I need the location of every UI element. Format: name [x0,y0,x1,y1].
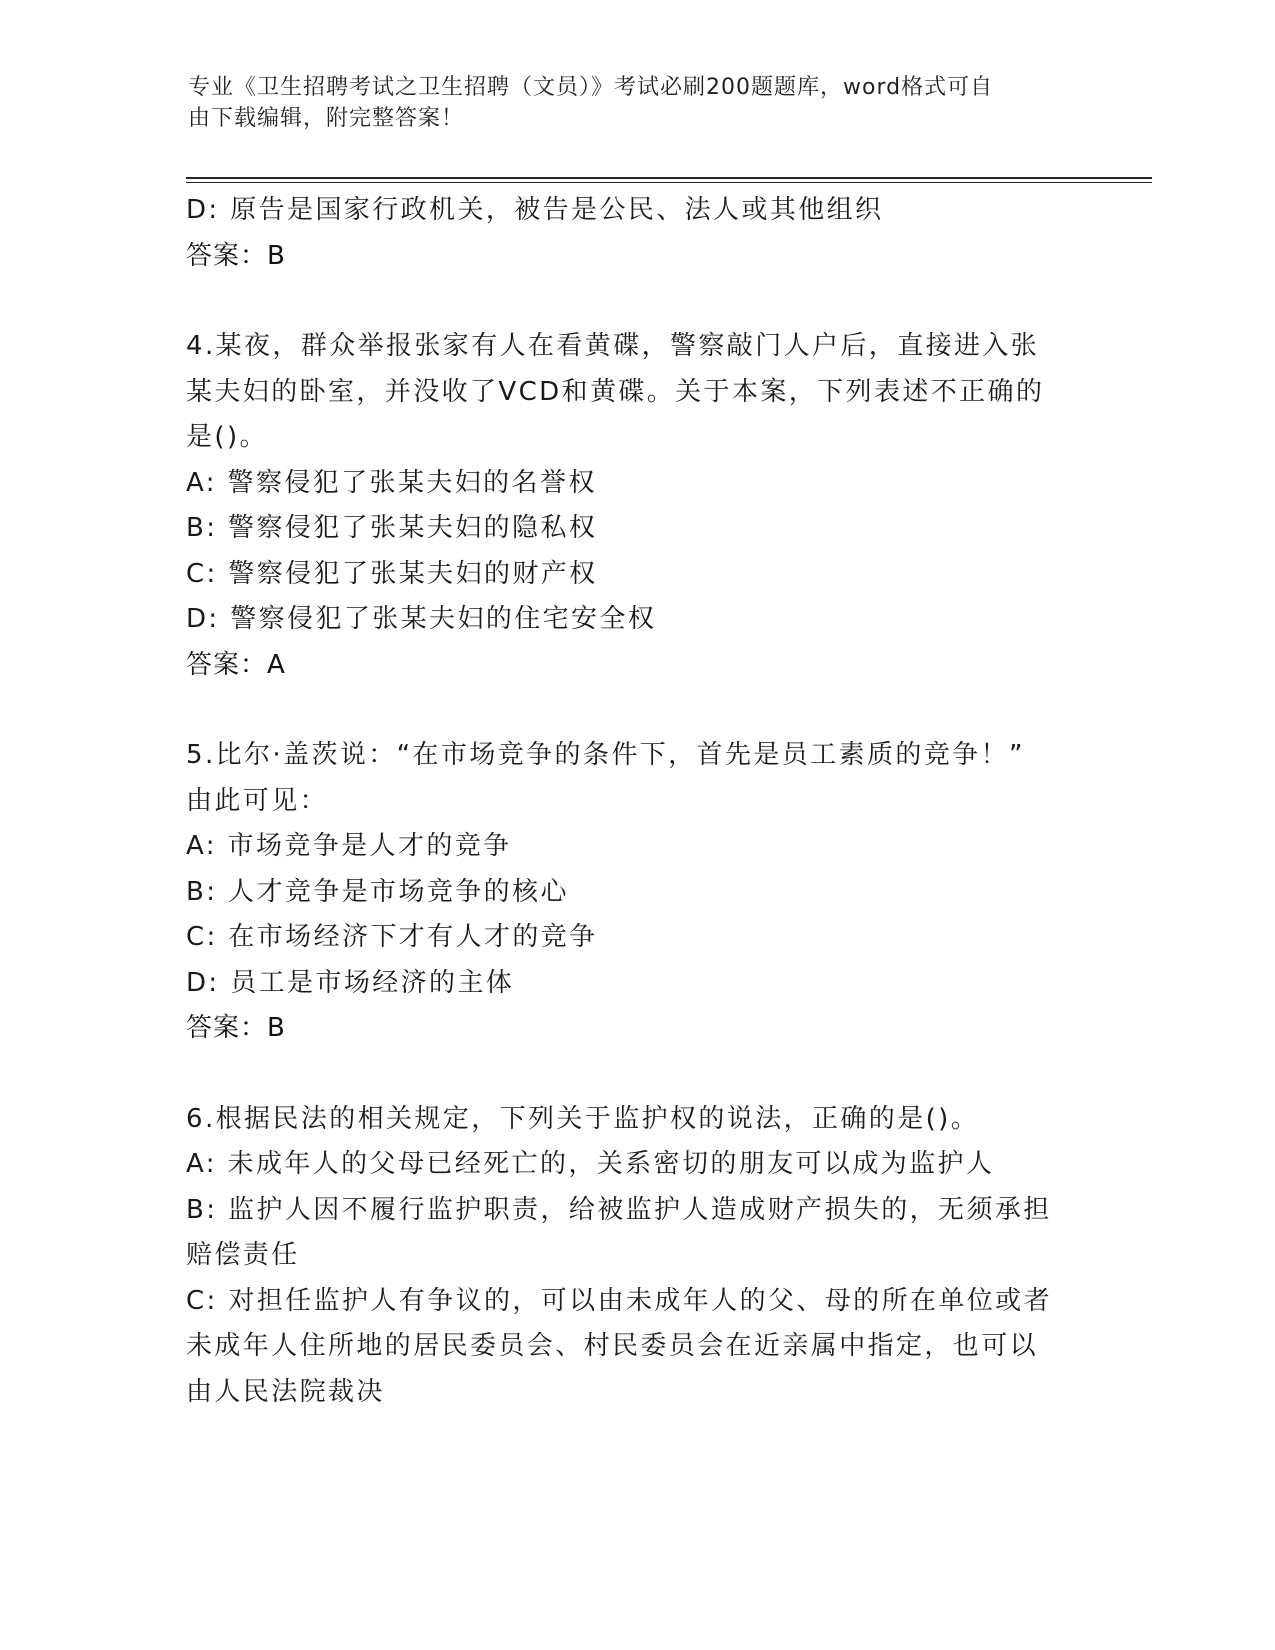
option-d: D: 员工是市场经济的主体 [186,967,515,998]
header-line-1: 专业《卫生招聘考试之卫生招聘（文员）》考试必刷200题题库，word格式可自 [188,75,994,100]
question-stem-line: 6.根据民法的相关规定，下列关于监护权的说法，正确的是()。 [186,1103,980,1134]
question-stem-line: 是()。 [186,422,268,452]
option-b: B: 警察侵犯了张某夫妇的隐私权 [186,513,598,543]
option-c: C: 警察侵犯了张某夫妇的财产权 [186,558,598,589]
option-c: C: 对担任监护人有争议的，可以由未成年人的父、母的所在单位或者 [186,1285,1052,1316]
option-b-continued: 赔偿责任 [186,1240,300,1270]
document-body [186,188,1086,1415]
header-line-2: 由下载编辑，附完整答案！ [188,106,465,131]
question-stem-line: 由此可见： [186,785,329,816]
option-b: B: 监护人因不履行监护职责，给被监护人造成财产损失的，无须承担 [186,1194,1052,1225]
option-d: D: 原告是国家行政机关，被告是公民、法人或其他组织 [186,195,884,225]
header-divider-thin [186,182,1152,183]
option-b: B: 人才竞争是市场竞争的核心 [186,876,569,907]
spacer [186,688,1086,733]
answer-line: 答案：B [186,1013,286,1043]
answer-line: 答案：B [186,240,286,271]
option-a: A: 未成年人的父母已经死亡的，关系密切的朋友可以成为监护人 [186,1149,995,1179]
option-c-continued: 未成年人住所地的居民委员会、村民委员会在近亲属中指定，也可以 [186,1331,1039,1361]
spacer [186,1052,1086,1097]
question-6 [186,1097,1086,1416]
option-c-continued: 由人民法院裁决 [186,1376,385,1407]
option-a: A: 警察侵犯了张某夫妇的名誉权 [186,467,597,498]
spacer [186,279,1086,324]
question-stem-line: 4.某夜，群众举报张家有人在看黄碟，警察敲门人户后，直接进入张 [186,331,1040,361]
option-a: A: 市场竞争是人才的竞争 [186,831,512,861]
question-stem-line: 5.比尔·盖茨说：“在市场竞争的条件下，首先是员工素质的竞争！” [186,740,1025,770]
question-4 [186,324,1086,688]
header-divider-thick [186,177,1152,179]
question-stem-line: 某夫妇的卧室，并没收了VCD和黄碟。关于本案，下列表述不正确的 [186,376,1045,407]
prev-question-tail [186,188,1086,279]
document-header [188,72,1078,134]
question-5 [186,733,1086,1052]
option-d: D: 警察侵犯了张某夫妇的住宅安全权 [186,604,657,634]
answer-line: 答案：A [186,649,286,680]
option-c: C: 在市场经济下才有人才的竞争 [186,922,598,952]
